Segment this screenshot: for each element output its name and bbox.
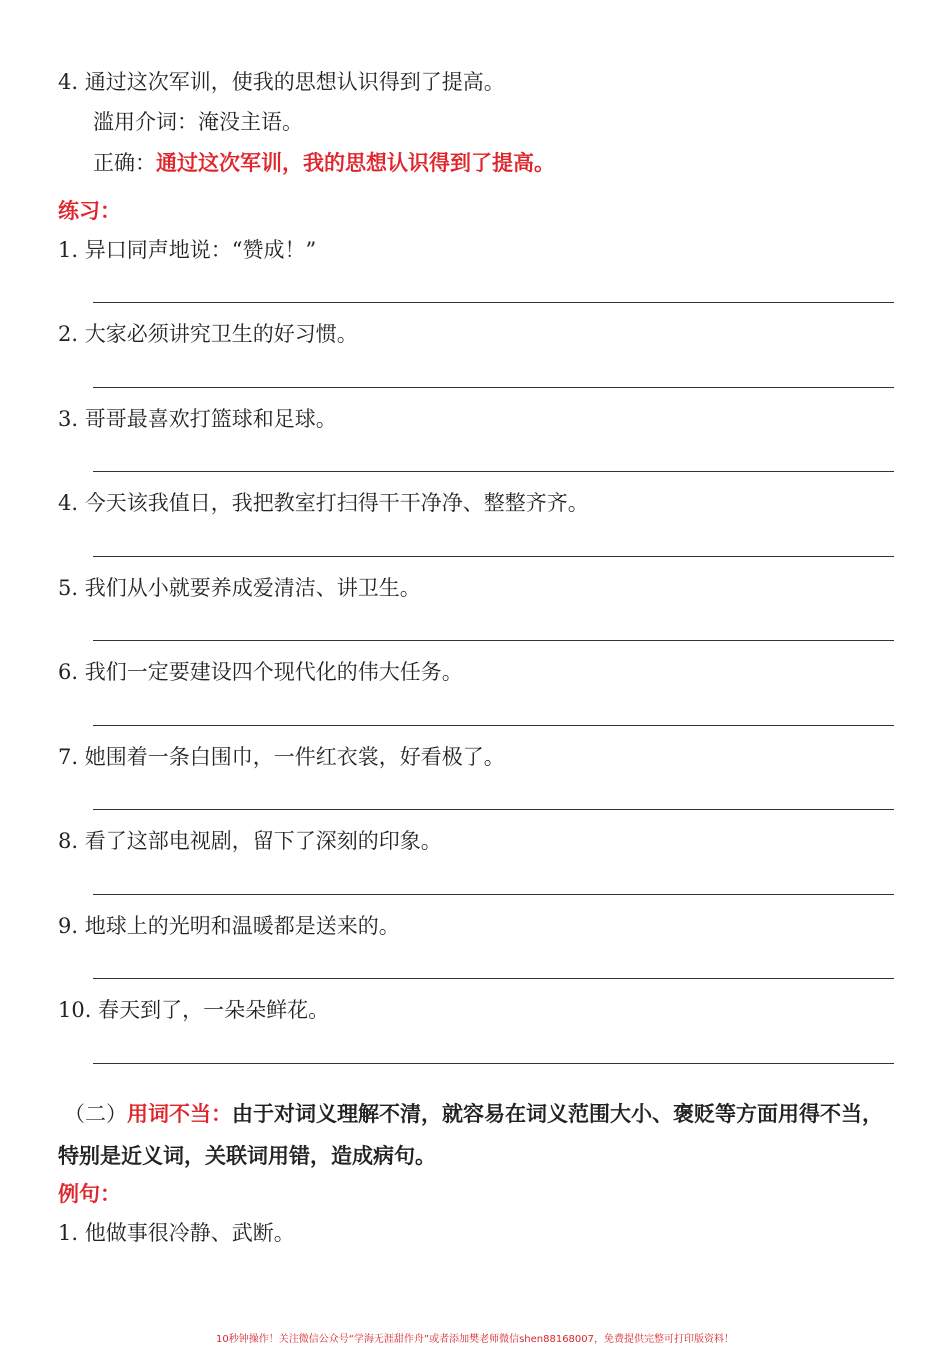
practice-item: 4. 今天该我值日，我把教室打扫得干干净净、整整齐齐。 (58, 491, 589, 515)
practice-item: 1. 异口同声地说：“赞成！” (58, 238, 317, 262)
example-4-sentence: 4. 通过这次军训，使我的思想认识得到了提高。 (58, 70, 505, 94)
answer-line[interactable] (93, 302, 894, 303)
section-2-title: 用词不当： (127, 1101, 232, 1126)
answer-line[interactable] (93, 725, 894, 726)
practice-item: 8. 看了这部电视剧，留下了深刻的印象。 (58, 829, 442, 853)
practice-item: 7. 她围着一条白围巾，一件红衣裳，好看极了。 (58, 745, 505, 769)
example-4-correct (93, 152, 555, 174)
practice-item: 10. 春天到了，一朵朵鲜花。 (58, 998, 330, 1022)
answer-line[interactable] (93, 556, 894, 557)
section-2-body: 由于对词义理解不清，就容易在词义范围大小、褒贬等方面用得不当，特别是近义词，关联词用错，造成病句。 (58, 1101, 883, 1168)
examples-heading: 例句： (58, 1181, 121, 1206)
practice-item: 5. 我们从小就要养成爱清洁、讲卫生。 (58, 576, 421, 600)
answer-line[interactable] (93, 978, 894, 979)
correct-label: 正确： (93, 151, 156, 175)
answer-line[interactable] (93, 387, 894, 388)
answer-line[interactable] (93, 1063, 894, 1064)
example-4-analysis: 滥用介词：淹没主语。 (93, 110, 303, 134)
answer-line[interactable] (93, 809, 894, 810)
answer-line[interactable] (93, 894, 894, 895)
practice-item: 9. 地球上的光明和温暖都是送来的。 (58, 914, 400, 938)
answer-line[interactable] (93, 471, 894, 472)
practice-heading: 练习： (58, 198, 121, 223)
section-2-paragraph (58, 1093, 894, 1176)
practice-item: 3. 哥哥最喜欢打篮球和足球。 (58, 407, 337, 431)
practice-item: 2. 大家必须讲究卫生的好习惯。 (58, 322, 358, 346)
footer-note: 10秒钟操作！关注微信公众号“学海无涯甜作舟”或者添加樊老师微信shen88168007，免费提供完整可打印版资料！ (215, 1334, 735, 1345)
section-2-prefix: （二） (64, 1102, 127, 1126)
answer-line[interactable] (93, 640, 894, 641)
correct-text: 通过这次军训，我的思想认识得到了提高。 (156, 150, 555, 175)
example-item: 1. 他做事很冷静、武断。 (58, 1221, 295, 1245)
practice-item: 6. 我们一定要建设四个现代化的伟大任务。 (58, 660, 463, 684)
